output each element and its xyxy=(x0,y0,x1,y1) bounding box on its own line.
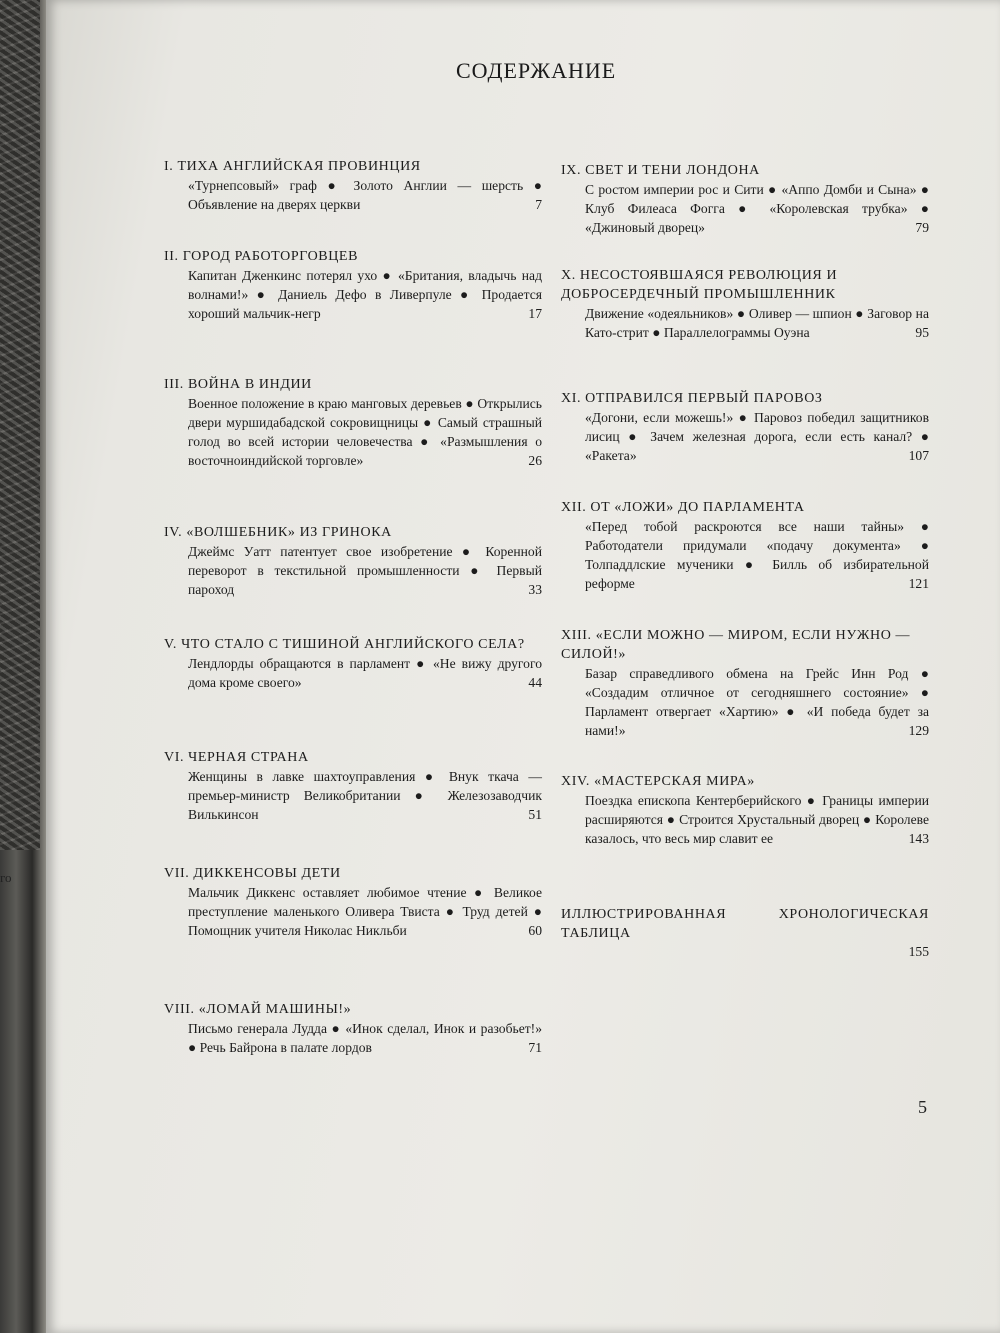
chapter-page-number: 129 xyxy=(908,723,929,738)
chapter-heading: I. ТИХА АНГЛИЙСКАЯ ПРОВИНЦИЯ xyxy=(164,159,421,174)
chapter-heading: VIII. «ЛОМАЙ МАШИНЫ!» xyxy=(164,1002,352,1017)
chapter-page-number: 79 xyxy=(915,220,929,235)
toc-entry-3 xyxy=(164,375,542,470)
chapter-page-number: 121 xyxy=(908,576,929,591)
toc-entry-5 xyxy=(164,635,542,692)
chapter-heading: VII. ДИККЕНСОВЫ ДЕТИ xyxy=(164,866,341,881)
chapter-summary: Базар справедливого обмена на Грейс Инн Род ● «Создадим отличное от сегодняшнего состояние» ● Парламент отвергает «Хартию» ● «И победа будет за нами!» xyxy=(585,666,929,738)
chapter-summary: Мальчик Диккенс оставляет любимое чтение ● Великое преступление маленького Оливера Твиста ● Труд детей ● Помощник учителя Николас Никльби xyxy=(188,885,542,938)
chapter-page-number: 71 xyxy=(528,1040,542,1055)
chapter-page-number: 51 xyxy=(528,807,542,822)
chapter-heading: XII. ОТ «ЛОЖИ» ДО ПАРЛАМЕНТА xyxy=(561,500,805,515)
chapter-summary: «Перед тобой раскроются все наши тайны» ● Работодатели придумали «подачу документа» ● Толпаддлские мученики ● Билль об избирательной реформе xyxy=(585,519,929,591)
toc-entry-13 xyxy=(561,626,929,740)
chapter-page-number: 33 xyxy=(528,582,542,597)
chapter-heading: XIII. «ЕСЛИ МОЖНО — МИРОМ, ЕСЛИ НУЖНО — СИЛОЙ!» xyxy=(561,628,911,662)
toc-entry-2 xyxy=(164,247,542,323)
chapter-summary: Письмо генерала Лудда ● «Инок сделал, Инок и разобьет!» ● Речь Байрона в палате лордов xyxy=(188,1021,542,1055)
chapter-summary: С ростом империи рос и Сити ● «Аппо Домби и Сына» ● Клуб Филеаса Фогга ● «Королевская трубка» ● «Джиновый дворец» xyxy=(585,182,929,235)
chapter-summary: «Турнепсовый» граф ● Золото Англии — шерсть ● Объявление на дверях церкви xyxy=(188,178,542,212)
chapter-summary: Лендлорды обращаются в парламент ● «Не вижу другого дома кроме своего» xyxy=(188,656,542,690)
chapter-page-number: 143 xyxy=(908,831,929,846)
book-page xyxy=(46,0,1000,1333)
chapter-page-number: 7 xyxy=(535,197,542,212)
toc-entry-1 xyxy=(164,157,542,214)
facing-page-edge xyxy=(0,0,46,1333)
chapter-page-number: 60 xyxy=(528,923,542,938)
facing-page-text-fragment: го xyxy=(0,870,12,885)
chapter-heading: VI. ЧЕРНАЯ СТРАНА xyxy=(164,750,309,765)
chapter-heading: V. ЧТО СТАЛО С ТИШИНОЙ АНГЛИЙСКОГО СЕЛА? xyxy=(164,637,525,652)
toc-entry-9 xyxy=(561,161,929,237)
chapter-summary: Джеймс Уатт патентует свое изобретение ● Коренной переворот в текстильной промышленности ● Первый пароход xyxy=(188,544,542,597)
chapter-page-number: 26 xyxy=(528,453,542,468)
toc-entry-11 xyxy=(561,389,929,465)
chapter-heading: II. ГОРОД РАБОТОРГОВЦЕВ xyxy=(164,249,359,264)
toc-entry-15 xyxy=(561,905,929,961)
toc-entry-12 xyxy=(561,498,929,593)
toc-entry-4 xyxy=(164,523,542,599)
toc-entry-10 xyxy=(561,266,929,342)
chapter-heading: IV. «ВОЛШЕБНИК» ИЗ ГРИНОКА xyxy=(164,525,392,540)
facing-page-illustration xyxy=(0,0,40,850)
chapter-heading: XI. ОТПРАВИЛСЯ ПЕРВЫЙ ПАРОВОЗ xyxy=(561,391,823,406)
toc-entry-6 xyxy=(164,748,542,824)
chapter-summary: Женщины в лавке шахтоуправления ● Внук ткача — премьер-министр Великобритании ● Железозаводчик Вилькинсон xyxy=(188,769,542,822)
chapter-summary: Капитан Дженкинс потерял ухо ● «Британия, владычь над волнами!» ● Даниель Дефо в Ливерпуле ● Продается хороший мальчик-негр xyxy=(188,268,542,321)
chapter-heading: III. ВОЙНА В ИНДИИ xyxy=(164,377,312,392)
chapter-page-number: 44 xyxy=(528,675,542,690)
chapter-summary: «Догони, если можешь!» ● Паровоз победил защитников лисиц ● Зачем железная дорога, если есть канал? ● «Ракета» xyxy=(585,410,929,463)
chapter-heading: XIV. «МАСТЕРСКАЯ МИРА» xyxy=(561,774,755,789)
chapter-page-number: 95 xyxy=(915,325,929,340)
page-number: 5 xyxy=(918,1097,927,1117)
chapter-heading: X. НЕСОСТОЯВШАЯСЯ РЕВОЛЮЦИЯ И ДОБРОСЕРДЕЧНЫЙ ПРОМЫШЛЕННИК xyxy=(561,268,838,302)
chapter-page-number: 107 xyxy=(908,448,929,463)
page-title: СОДЕРЖАНИЕ xyxy=(456,58,617,83)
chapter-summary: Поездка епископа Кентерберийского ● Границы империи расширяются ● Строится Хрустальный дворец ● Королеве казалось, что весь мир славит ее xyxy=(585,793,929,846)
chapter-heading: ИЛЛЮСТРИРОВАННАЯ ХРОНОЛОГИЧЕСКАЯ ТАБЛИЦА xyxy=(561,907,929,941)
chapter-summary: Движение «одеяльников» ● Оливер — шпион ● Заговор на Като-стрит ● Параллелограммы Оуэна xyxy=(585,306,929,340)
toc-entry-7 xyxy=(164,864,542,940)
chapter-summary: Военное положение в краю манговых деревьев ● Открылись двери муршидабадской сокровищницы ● Самый страшный голод во всей истории человечества ● «Размышления о восточноиндийской торговле» xyxy=(188,396,542,468)
toc-entry-8 xyxy=(164,1000,542,1057)
toc-entry-14 xyxy=(561,772,929,848)
chapter-page-number: 17 xyxy=(528,306,542,321)
chapter-heading: IX. СВЕТ И ТЕНИ ЛОНДОНА xyxy=(561,163,760,178)
chapter-page-number: 155 xyxy=(908,944,929,959)
